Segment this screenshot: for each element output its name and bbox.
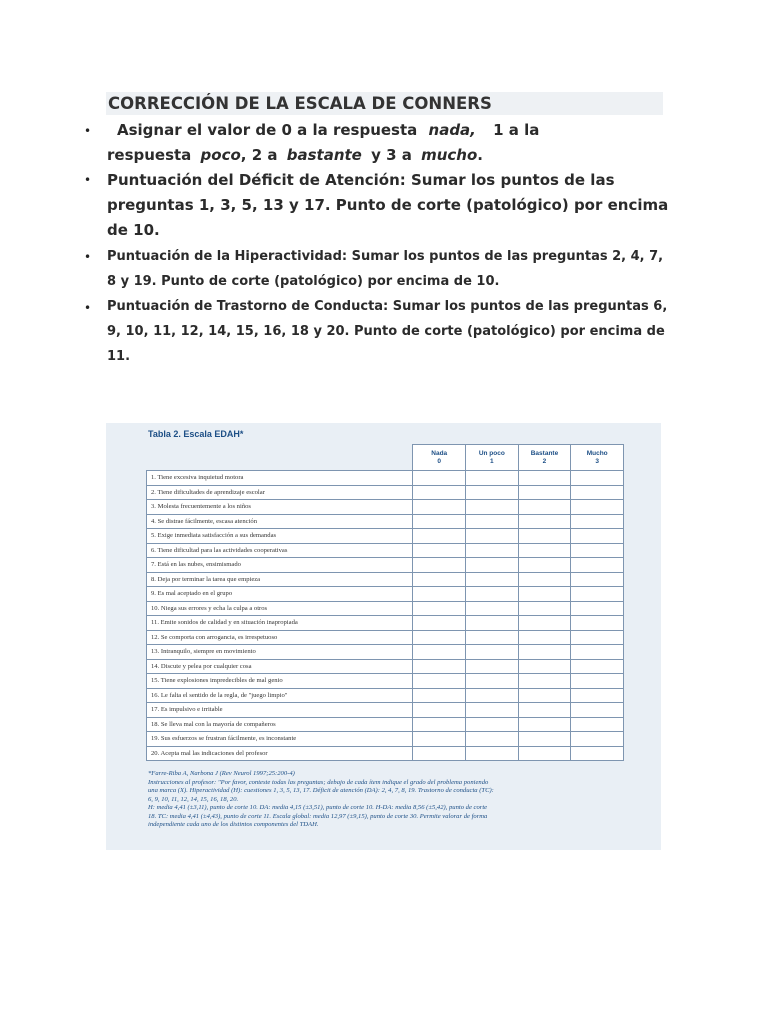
answer-cell bbox=[571, 674, 624, 689]
footnote-line: Instrucciones al profesor: "Por favor, conteste todas las preguntas; debajo de cada ítem indique el grado del problema poniendo bbox=[148, 778, 489, 786]
item-label: 2. Tiene dificultades de aprendizaje escolar bbox=[147, 485, 413, 500]
table-row bbox=[147, 587, 624, 602]
column-header-un-poco: Un poco 1 bbox=[466, 445, 519, 471]
answer-cell bbox=[571, 543, 624, 558]
item-label: 3. Molesta frecuentemente a los niños bbox=[147, 500, 413, 515]
answer-cell bbox=[413, 717, 466, 732]
footnote-line: una marca (X). Hiperactividad (H): cuestiones 1, 3, 5, 13, 17. Déficit de atención (DA): 2, 4, 7, 8, 19. Trastorno de conducta (TC): bbox=[148, 787, 494, 794]
bullet-marker: • bbox=[84, 301, 92, 315]
answer-cell bbox=[466, 616, 519, 631]
table-footnote bbox=[148, 770, 632, 830]
answer-cell bbox=[518, 543, 571, 558]
answer-cell bbox=[518, 659, 571, 674]
answer-cell bbox=[518, 630, 571, 645]
answer-cell bbox=[518, 688, 571, 703]
answer-cell bbox=[466, 717, 519, 732]
bullet-marker: • bbox=[84, 250, 92, 264]
answer-cell bbox=[571, 485, 624, 500]
answer-cell bbox=[413, 659, 466, 674]
footnote-line: H: media 4,41 (±3,11), punto de corte 10. DA: media 4,15 (±3,51), punto de corte 10. H-DA: media 8,56 (±5,42), punto de corte bbox=[148, 804, 488, 811]
answer-cell bbox=[518, 529, 571, 544]
table-row bbox=[147, 558, 624, 573]
item-label: 13. Intranquilo, siempre en movimiento bbox=[147, 645, 413, 660]
item-label: 7. Está en las nubes, ensimismado bbox=[147, 558, 413, 573]
answer-cell bbox=[466, 703, 519, 718]
answer-cell bbox=[518, 572, 571, 587]
table-row bbox=[147, 645, 624, 660]
answer-cell bbox=[413, 514, 466, 529]
answer-cell bbox=[518, 558, 571, 573]
item-label: 12. Se comporta con arrogancia, es irrespetuoso bbox=[147, 630, 413, 645]
answer-cell bbox=[466, 645, 519, 660]
answer-cell bbox=[518, 471, 571, 486]
answer-cell bbox=[413, 587, 466, 602]
answer-cell bbox=[413, 674, 466, 689]
footnote-line: independiente cada uno de los distintos componentes del TDAH. bbox=[148, 821, 319, 828]
answer-cell bbox=[571, 732, 624, 747]
column-header-bastante: Bastante 2 bbox=[518, 445, 571, 471]
bullet-marker: • bbox=[84, 124, 92, 138]
answer-cell bbox=[571, 717, 624, 732]
bullet2-line3: de 10. bbox=[107, 221, 160, 239]
column-header-nada: Nada 0 bbox=[413, 445, 466, 471]
answer-cell bbox=[466, 558, 519, 573]
answer-cell bbox=[413, 630, 466, 645]
item-label: 8. Deja por terminar la tarea que empieza bbox=[147, 572, 413, 587]
answer-cell bbox=[466, 674, 519, 689]
footnote-line: 6, 9, 10, 11, 12, 14, 15, 16, 18, 20. bbox=[148, 795, 239, 803]
answer-cell bbox=[518, 500, 571, 515]
answer-cell bbox=[466, 572, 519, 587]
answer-cell bbox=[466, 746, 519, 761]
bullet1-line2: respuesta poco, 2 a bastante y 3 a mucho. bbox=[107, 146, 483, 164]
bullet3-line2: 8 y 19. Punto de corte (patológico) por encima de 10. bbox=[107, 274, 500, 289]
table-row bbox=[147, 732, 624, 747]
item-label: 9. Es mal aceptado en el grupo bbox=[147, 587, 413, 602]
table-row bbox=[147, 674, 624, 689]
answer-cell bbox=[571, 688, 624, 703]
answer-cell bbox=[413, 558, 466, 573]
answer-cell bbox=[413, 746, 466, 761]
answer-cell bbox=[466, 543, 519, 558]
answer-cell bbox=[518, 601, 571, 616]
bullet3-line1: Puntuación de la Hiperactividad: Sumar los puntos de las preguntas 2, 4, 7, bbox=[107, 249, 664, 264]
answer-cell bbox=[571, 558, 624, 573]
answer-cell bbox=[413, 572, 466, 587]
answer-cell bbox=[571, 659, 624, 674]
bullet2-line2: preguntas 1, 3, 5, 13 y 17. Punto de corte (patológico) por encima bbox=[107, 196, 669, 214]
answer-cell bbox=[413, 543, 466, 558]
answer-cell bbox=[518, 485, 571, 500]
answer-cell bbox=[518, 674, 571, 689]
answer-cell bbox=[571, 645, 624, 660]
table-row bbox=[147, 703, 624, 718]
table-row bbox=[147, 616, 624, 631]
bullet2-line1: Puntuación del Déficit de Atención: Sumar los puntos de las bbox=[107, 171, 615, 189]
answer-cell bbox=[518, 616, 571, 631]
table-row bbox=[147, 601, 624, 616]
edah-scale-figure bbox=[106, 423, 661, 850]
bullet1-line1: Asignar el valor de 0 a la respuesta nada, 1 a la bbox=[117, 121, 540, 139]
footnote-line: 18. TC: media 4,41 (±4,43), punto de corte 11. Escala global: media 12,97 (±9,15), punto de corte 30. Permite valorar de forma bbox=[148, 812, 488, 820]
table-row bbox=[147, 746, 624, 761]
answer-cell bbox=[518, 732, 571, 747]
answer-cell bbox=[571, 514, 624, 529]
answer-cell bbox=[413, 616, 466, 631]
table-header-row bbox=[147, 445, 624, 471]
answer-cell bbox=[571, 572, 624, 587]
table-row bbox=[147, 485, 624, 500]
edah-table bbox=[146, 444, 624, 761]
answer-cell bbox=[518, 645, 571, 660]
answer-cell bbox=[466, 732, 519, 747]
answer-cell bbox=[413, 529, 466, 544]
table-row bbox=[147, 659, 624, 674]
answer-cell bbox=[518, 587, 571, 602]
answer-cell bbox=[466, 471, 519, 486]
answer-cell bbox=[413, 732, 466, 747]
table-row bbox=[147, 717, 624, 732]
table-title: Tabla 2. Escala EDAH* bbox=[148, 429, 244, 439]
table-row bbox=[147, 572, 624, 587]
answer-cell bbox=[571, 616, 624, 631]
table-row bbox=[147, 500, 624, 515]
answer-cell bbox=[413, 645, 466, 660]
answer-cell bbox=[571, 587, 624, 602]
answer-cell bbox=[466, 485, 519, 500]
table-row bbox=[147, 514, 624, 529]
item-label: 15. Tiene explosiones impredecibles de mal genio bbox=[147, 674, 413, 689]
item-label: 17. Es impulsivo e irritable bbox=[147, 703, 413, 718]
answer-cell bbox=[466, 688, 519, 703]
item-label: 1. Tiene excesiva inquietud motora bbox=[147, 471, 413, 486]
table-row bbox=[147, 471, 624, 486]
bullet-marker: • bbox=[84, 173, 92, 187]
footnote-line: *Farre-Riba A, Narbona J (Rev Neurol 1997;25:200-4) bbox=[148, 770, 295, 777]
answer-cell bbox=[571, 630, 624, 645]
bullet4-line1: Puntuación de Trastorno de Conducta: Sumar los puntos de las preguntas 6, bbox=[107, 299, 668, 314]
answer-cell bbox=[518, 703, 571, 718]
table-row bbox=[147, 630, 624, 645]
answer-cell bbox=[466, 601, 519, 616]
item-label: 6. Tiene dificultad para las actividades cooperativas bbox=[147, 543, 413, 558]
item-label: 14. Discute y pelea por cualquier cosa bbox=[147, 659, 413, 674]
answer-cell bbox=[466, 529, 519, 544]
answer-cell bbox=[413, 601, 466, 616]
answer-cell bbox=[571, 529, 624, 544]
answer-cell bbox=[518, 746, 571, 761]
answer-cell bbox=[571, 500, 624, 515]
answer-cell bbox=[518, 717, 571, 732]
answer-cell bbox=[466, 659, 519, 674]
table-row bbox=[147, 529, 624, 544]
answer-cell bbox=[466, 500, 519, 515]
answer-cell bbox=[466, 630, 519, 645]
item-label: 20. Acepta mal las indicaciones del profesor bbox=[147, 746, 413, 761]
item-label: 16. Le falta el sentido de la regla, de "juego limpio" bbox=[147, 688, 413, 703]
answer-cell bbox=[466, 514, 519, 529]
answer-cell bbox=[571, 746, 624, 761]
table-row bbox=[147, 543, 624, 558]
bullet4-line2: 9, 10, 11, 12, 14, 15, 16, 18 y 20. Punto de corte (patológico) por encima de bbox=[107, 324, 665, 339]
answer-cell bbox=[571, 703, 624, 718]
item-label: 5. Exige inmediata satisfacción a sus demandas bbox=[147, 529, 413, 544]
answer-cell bbox=[413, 703, 466, 718]
item-label: 18. Se lleva mal con la mayoría de compañeros bbox=[147, 717, 413, 732]
item-label: 4. Se distrae fácilmente, escasa atención bbox=[147, 514, 413, 529]
item-label: 11. Emite sonidos de calidad y en situación inapropiada bbox=[147, 616, 413, 631]
bullet4-line3: 11. bbox=[107, 349, 131, 364]
answer-cell bbox=[413, 485, 466, 500]
answer-cell bbox=[518, 514, 571, 529]
header-blank bbox=[147, 445, 413, 471]
item-label: 10. Niega sus errores y echa la culpa a otros bbox=[147, 601, 413, 616]
answer-cell bbox=[413, 688, 466, 703]
answer-cell bbox=[466, 587, 519, 602]
column-header-mucho: Mucho 3 bbox=[571, 445, 624, 471]
answer-cell bbox=[413, 500, 466, 515]
answer-cell bbox=[571, 471, 624, 486]
answer-cell bbox=[413, 471, 466, 486]
answer-cell bbox=[571, 601, 624, 616]
table-row bbox=[147, 688, 624, 703]
item-label: 19. Sus esfuerzos se frustran fácilmente, es inconstante bbox=[147, 732, 413, 747]
page-heading: CORRECCIÓN DE LA ESCALA DE CONNERS bbox=[106, 92, 663, 115]
